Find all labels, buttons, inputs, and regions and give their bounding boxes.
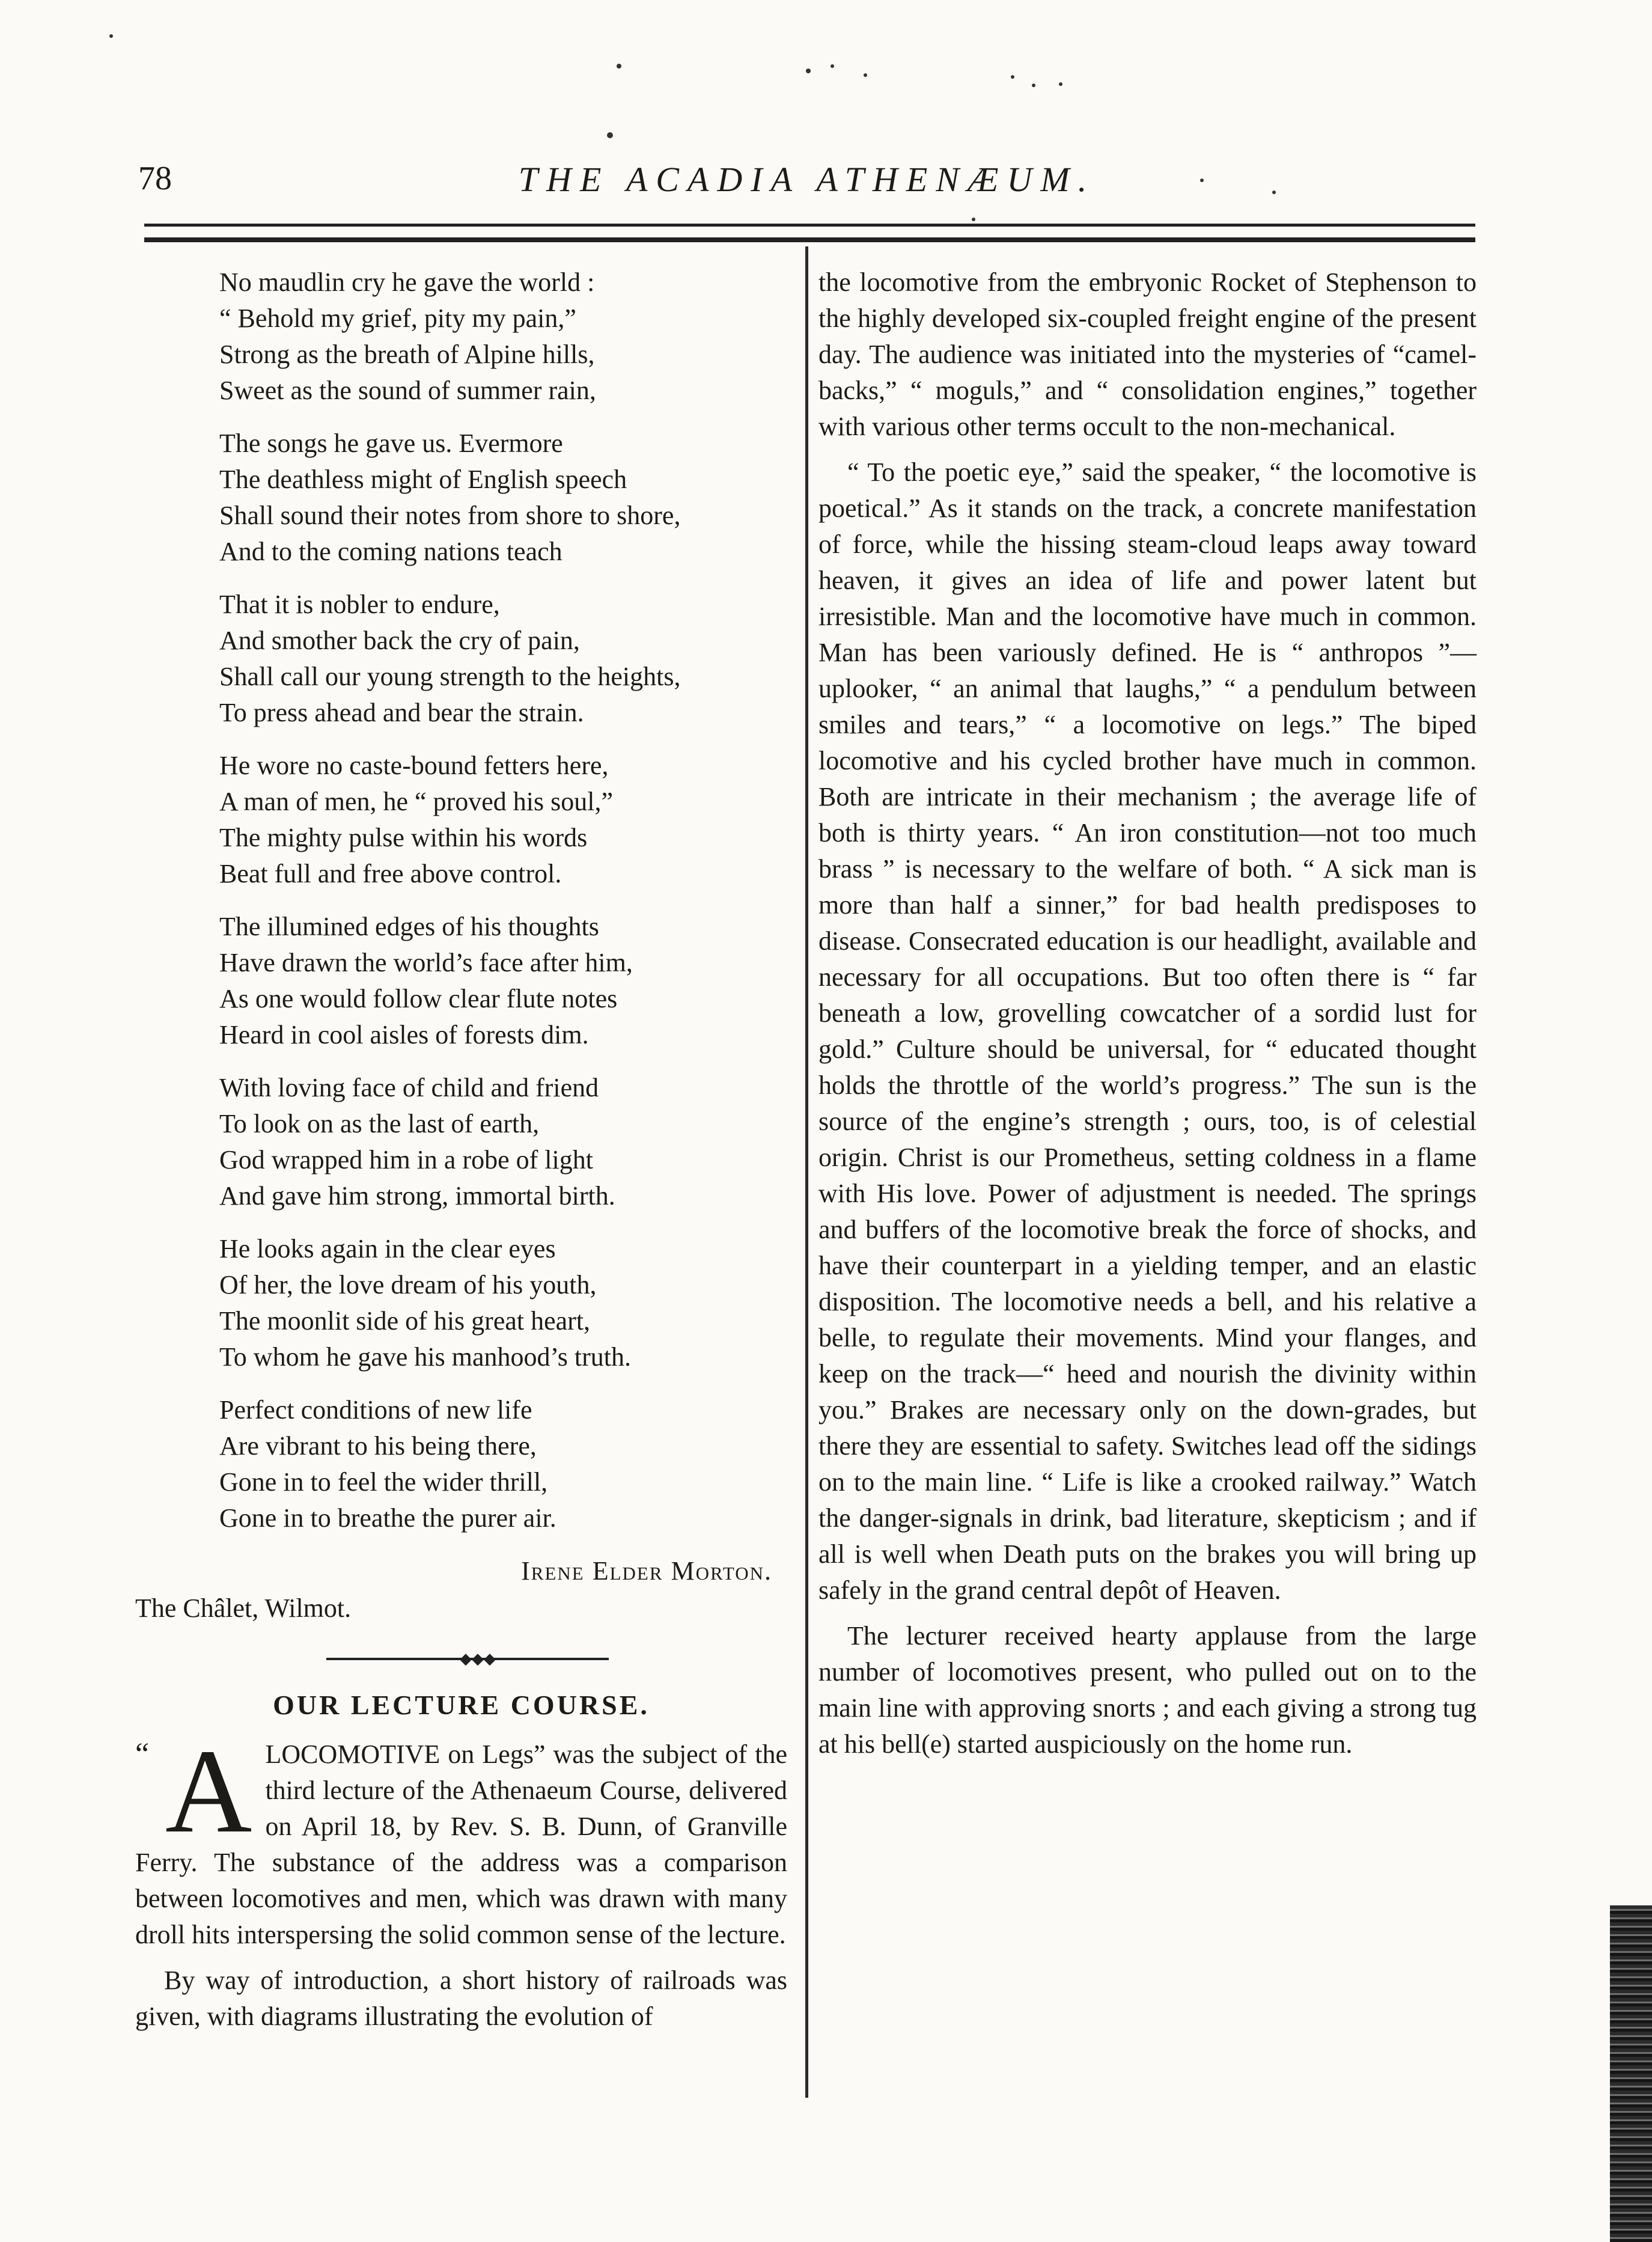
lecture-paragraph: the locomotive from the embryonic Rocket of Stephenson to the highly developed six-coupled freight engine of the present day. The audience was initiated into the mysteries of “camel-backs,” “ moguls,” and “ consolidation engines,” together with various other terms occult to the non-mechanical. <box>818 267 1477 441</box>
poem-line: Of her, the love dream of his youth, <box>219 1270 597 1300</box>
poem-line: Gone in to breathe the purer air. <box>219 1503 556 1533</box>
poem-line: Shall sound their notes from shore to shore, <box>219 501 681 530</box>
section-heading: OUR LECTURE COURSE. <box>273 1690 650 1720</box>
poem-line: Are vibrant to his being there, <box>219 1431 537 1461</box>
lecture-paragraph: By way of introduction, a short history of railroads was given, with diagrams illustrating the evolution of <box>135 1966 787 2031</box>
poem-line: And to the coming nations teach <box>219 537 562 566</box>
poem-line: And smother back the cry of pain, <box>219 626 580 655</box>
poem-line: No maudlin cry he gave the world : <box>219 267 595 297</box>
separator-ornament: ◆◆◆ <box>460 1650 496 1667</box>
poem-line: Shall call our young strength to the heights, <box>219 662 681 691</box>
section-separator <box>135 1649 787 1667</box>
poem-line: Beat full and free above control. <box>219 859 562 888</box>
scan-edge <box>1610 1905 1652 2242</box>
poem-stanza <box>219 1070 787 1214</box>
poem-stanza <box>219 909 787 1053</box>
paragraph-text: LOCOMOTIVE on Legs” was the subject of the third lecture of the Athenaeum Course, delivered on April 18, by Rev. S. B. Dunn, of Granville Ferry. The substance of the address was a comparison between locomotives and men, which was drawn with many droll hits interspersing the solid common sense of the lecture. <box>135 1740 787 1949</box>
poem-stanza <box>219 264 787 409</box>
poem-line: Gone in to feel the wider thrill, <box>219 1467 548 1497</box>
poem-line: To whom he gave his manhood’s truth. <box>219 1342 631 1372</box>
poem-stanza <box>219 748 787 892</box>
poem-line: The deathless might of English speech <box>219 465 627 494</box>
poem-line: A man of men, he “ proved his soul,” <box>219 787 613 816</box>
column-divider <box>805 246 808 2098</box>
poem-line: Perfect conditions of new life <box>219 1395 532 1425</box>
left-column <box>135 264 787 2044</box>
poem <box>219 264 787 1536</box>
poem-line: Strong as the breath of Alpine hills, <box>219 340 595 369</box>
poem-stanza <box>219 1231 787 1375</box>
header-double-rule <box>144 237 1475 242</box>
poem-line: He wore no caste-bound fetters here, <box>219 751 609 780</box>
lecture-paragraph: The lecturer received hearty applause from the large number of locomotives present, who pulled out on to the main line with approving snorts ; and each giving a strong tug at his bell(e) started auspiciously on the home run. <box>818 1621 1477 1759</box>
opening-quote: “ <box>135 1737 150 1771</box>
running-title: THE ACADIA ATHENÆUM. <box>518 160 1096 199</box>
header-rule <box>144 224 1475 227</box>
poem-line: And gave him strong, immortal birth. <box>219 1181 615 1211</box>
poem-line: Have drawn the world’s face after him, <box>219 948 633 977</box>
right-column <box>818 264 1477 1772</box>
lecture-body-left <box>135 1725 787 2035</box>
poem-line: The songs he gave us. Evermore <box>219 429 563 458</box>
poem-line: As one would follow clear flute notes <box>219 984 618 1013</box>
poem-line: With loving face of child and friend <box>219 1073 599 1102</box>
drop-cap: A <box>165 1725 252 1858</box>
poem-stanza <box>219 1392 787 1536</box>
poem-stanza <box>219 587 787 731</box>
poem-place: The Châlet, Wilmot. <box>135 1593 352 1623</box>
poem-line: “ Behold my grief, pity my pain,” <box>219 304 576 333</box>
poem-line: God wrapped him in a robe of light <box>219 1145 593 1174</box>
poem-line: The mighty pulse within his words <box>219 823 588 852</box>
lecture-paragraph: “ To the poetic eye,” said the speaker, “ the locomotive is poetical.” As it stands on the track, a concrete manifestation of force, while the hissing steam-cloud leaps away toward heaven, it gives an idea of life and power latent but irresistible. Man and the locomotive have much in common. Man has been variously defined. He is “ anthropos ”—uplooker, “ an animal that laughs,” “ a pendulum between smiles and tears,” “ a locomotive on legs.” The biped locomotive and his cycled brother have much in common. Both are intricate in their mechanism ; the average life of both is thirty years. “ An iron constitution—not too much brass ” is necessary to the welfare of both. “ A sick man is more than half a sinner,” for bad health predisposes to disease. Consecrated education is our headlight, available and necessary for all occupations. But too often there is “ far beneath a low, grovelling cowcatcher of a sordid lust for gold.” Culture should be universal, for “ educated thought holds the throttle of the world’s progress.” The sun is the source of the engine’s strength ; ours, too, is of celestial origin. Christ is our Prometheus, setting coldness in a flame with His love. Power of adjustment is needed. The springs and buffers of the locomotive break the force of shocks, and have their counterpart in a yielding temper, and an elastic disposition. The locomotive needs a bell, and his relative a belle, to regulate their movements. Mind your flanges, and keep on the track—“ heed and nourish the divinity within you.” Brakes are necessary only on the down-grades, but there they are essential to safety. Switches lead off the sidings on to the main line. “ Life is like a crooked railway.” Watch the danger-signals in drink, bad literature, skepticism ; and if all is well when Death puts on the brakes you will bring up safely in the grand central depôt of Heaven. <box>818 457 1477 1605</box>
poem-line: The moonlit side of his great heart, <box>219 1306 591 1336</box>
page-header <box>138 159 1475 207</box>
lecture-paragraph <box>135 1725 787 1953</box>
poem-stanza <box>219 426 787 570</box>
poem-line: The illumined edges of his thoughts <box>219 912 599 941</box>
poem-line: He looks again in the clear eyes <box>219 1234 556 1263</box>
poem-author: Irene Elder Morton. <box>521 1556 772 1586</box>
poem-line: Sweet as the sound of summer rain, <box>219 376 596 405</box>
page-number: 78 <box>138 160 172 197</box>
poem-line: That it is nobler to endure, <box>219 590 500 619</box>
lecture-body-right <box>818 264 1477 1762</box>
poem-line: Heard in cool aisles of forests dim. <box>219 1020 589 1049</box>
poem-line: To press ahead and bear the strain. <box>219 698 584 727</box>
poem-line: To look on as the last of earth, <box>219 1109 540 1138</box>
